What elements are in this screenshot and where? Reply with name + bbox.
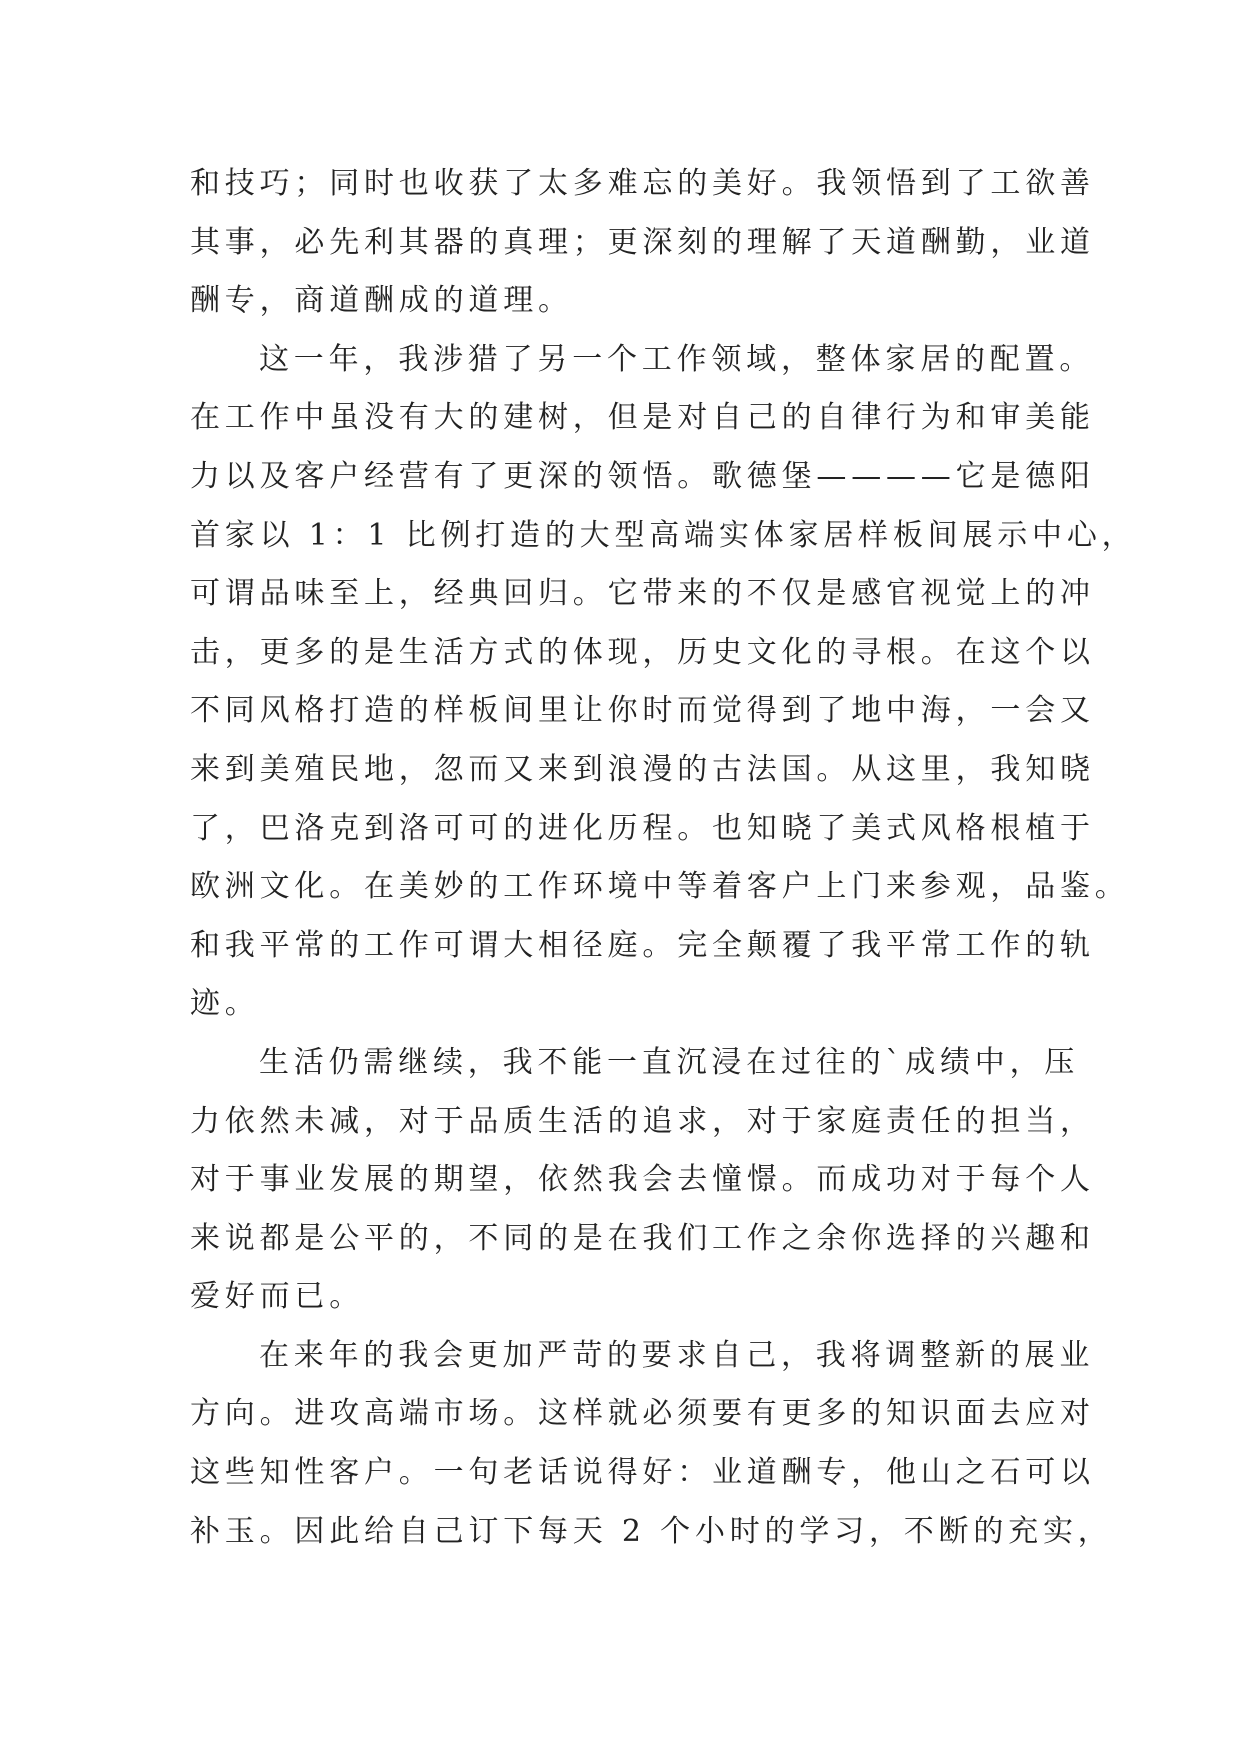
text-line: 和技巧；同时也收获了太多难忘的美好。我领悟到了工欲善 [190,166,1095,201]
text-line: 方向。进攻高端市场。这样就必须要有更多的知识面去应对 [190,1396,1095,1432]
text-line: 爱好而已。 [190,1279,364,1315]
text-line: 不同风格打造的样板间里让你时而觉得到了地中海，一会又 [190,693,1095,729]
text-line: 首家以 1：1 比例打造的大型高端实体家居样板间展示中心， [190,517,1137,553]
text-line: 力依然未减，对于品质生活的追求，对于家庭责任的担当， [190,1103,1095,1139]
text-line: 补玉。因此给自己订下每天 2 个小时的学习，不断的充实， [190,1513,1113,1549]
text-line: 其事，必先利其器的真理；更深刻的理解了天道酬勤，业道 [190,224,1095,260]
text-line: 力以及客户经营有了更深的领悟。歌德堡————它是德阳 [190,458,1095,494]
text-line: 欧洲文化。在美妙的工作环境中等着客户上门来参观，品鉴。 [190,869,1130,905]
text-line: 了，巴洛克到洛可可的进化历程。也知晓了美式风格根植于 [190,810,1095,846]
text-line: 酬专，商道酬成的道理。 [190,283,573,319]
text-line: 这一年，我涉猎了另一个工作领域，整体家居的配置。 [259,341,1095,377]
document-body [190,155,1137,1561]
paragraph-3 [190,1034,1095,1327]
text-line: 可谓品味至上，经典回归。它带来的不仅是感官视觉上的冲 [190,576,1095,612]
text-line: 在工作中虽没有大的建树，但是对自己的自律行为和审美能 [190,400,1095,436]
paragraph-1 [190,155,1095,331]
text-line: 在来年的我会更加严苛的要求自己，我将调整新的展业 [259,1337,1095,1373]
text-line: 来到美殖民地，忽而又来到浪漫的古法国。从这里，我知晓 [190,751,1095,787]
text-line: 击，更多的是生活方式的体现，历史文化的寻根。在这个以 [190,634,1095,670]
paragraph-2 [190,331,1137,1034]
text-line: 生活仍需继续，我不能一直沉浸在过往的`成绩中，压 [259,1044,1080,1080]
paragraph-4 [190,1327,1113,1561]
text-line: 对于事业发展的期望，依然我会去憧憬。而成功对于每个人 [190,1162,1095,1198]
text-line: 来说都是公平的，不同的是在我们工作之余你选择的兴趣和 [190,1220,1095,1256]
text-line: 和我平常的工作可谓大相径庭。完全颠覆了我平常工作的轨 [190,927,1095,963]
text-line: 这些知性客户。一句老话说得好：业道酬专，他山之石可以 [190,1455,1095,1491]
text-line: 迹。 [190,986,260,1022]
